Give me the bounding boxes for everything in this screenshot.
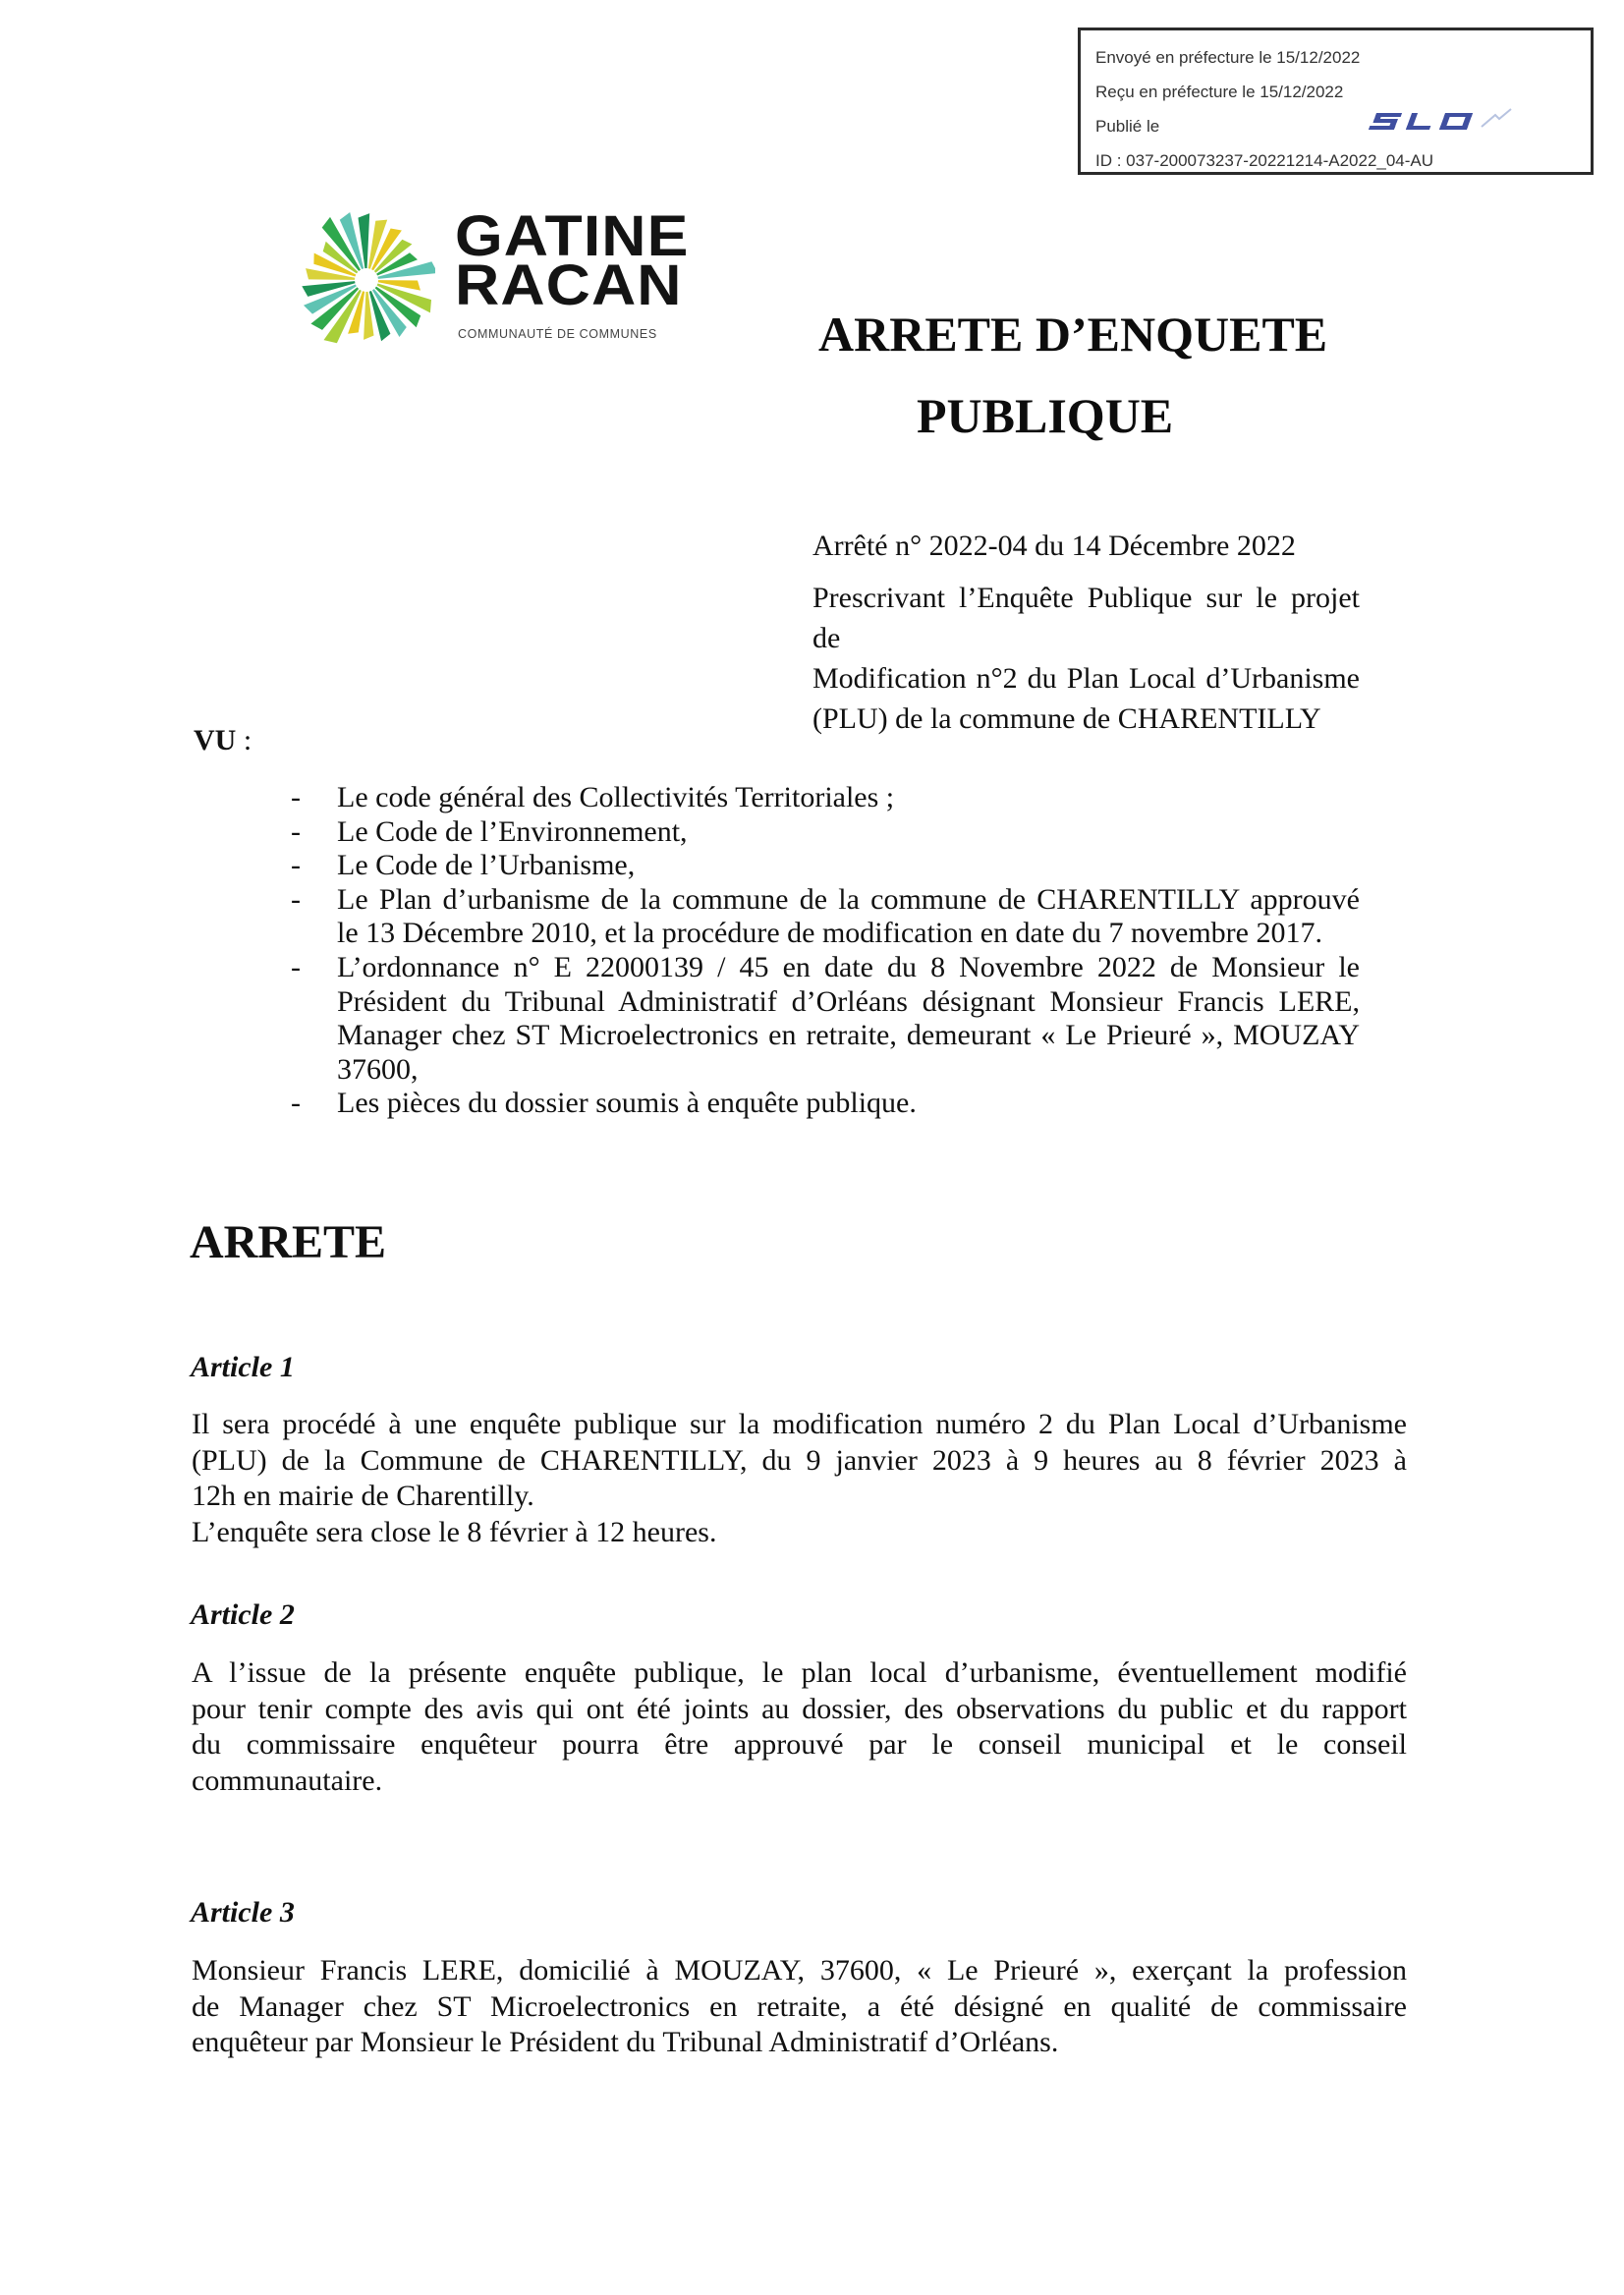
logo-text-gatine: GATINE	[455, 204, 690, 268]
article-line: enquêteur par Monsieur le Président du Tribunal Administratif d’Orléans.	[192, 2026, 1059, 2058]
article-1-heading: Article 1	[191, 1351, 295, 1383]
vu-item-line: Les pièces du dossier soumis à enquête publique.	[337, 1087, 917, 1120]
stamp-id: ID : 037-200073237-20221214-A2022_04-AU	[1095, 151, 1434, 170]
vu-item-line: Manager chez ST Microelectronics en retraite, demeurant « Le Prieuré », MOUZAY	[337, 1019, 1360, 1052]
article-line: (PLU) de la Commune de CHARENTILLY, du 9 janvier 2023 à 9 heures au 8 février 2023 à	[192, 1443, 1407, 1477]
document-title-line1: ARRETE D’ENQUETE	[818, 307, 1328, 362]
vu-item-line: Le Code de l’Environnement,	[337, 814, 688, 848]
vu-list-item	[291, 849, 1360, 883]
vu-list-item	[291, 781, 1360, 815]
vu-item-line: Le Code de l’Urbanisme,	[337, 849, 636, 882]
article-3-heading: Article 3	[191, 1896, 295, 1929]
article-line: du commissaire enquêteur pourra être approuvé par le conseil municipal et le conseil	[192, 1728, 1407, 1761]
article-1-body	[192, 1407, 1407, 1550]
vu-list-item	[291, 951, 1360, 1087]
decree-number: Arrêté n° 2022-04 du 14 Décembre 2022	[812, 530, 1296, 562]
decree-purpose	[812, 578, 1360, 739]
stamp-published: Publié le	[1095, 117, 1160, 136]
logo-text-racan: RACAN	[455, 253, 683, 317]
article-2-body	[192, 1655, 1407, 1799]
slo-logo-icon	[1366, 105, 1513, 135]
document-title-line2: PUBLIQUE	[917, 388, 1174, 443]
gatine-racan-logo-icon	[288, 201, 435, 354]
article-3-body	[192, 1953, 1407, 2061]
decree-info	[812, 526, 1360, 739]
vu-label	[194, 724, 252, 757]
article-line: A l’issue de la présente enquête publique, le plan local d’urbanisme, éventuellement modifié	[192, 1656, 1407, 1689]
list-dash: -	[291, 814, 301, 848]
vu-list-item	[291, 815, 1360, 850]
article-line: communautaire.	[192, 1763, 383, 1797]
vu-colon: :	[236, 724, 252, 756]
list-dash: -	[291, 849, 301, 882]
article-line: pour tenir compte des avis qui ont été joints au dossier, des observations du public et du rapport	[192, 1692, 1407, 1725]
article-line: Il sera procédé à une enquête publique sur la modification numéro 2 du Plan Local d’Urbanisme	[192, 1408, 1407, 1440]
article-line: de Manager chez ST Microelectronics en retraite, a été désigné en qualité de commissaire	[192, 1989, 1407, 2023]
vu-list-item	[291, 1087, 1360, 1121]
vu-item-line: Président du Tribunal Administratif d’Orléans désignant Monsieur Francis LERE,	[337, 984, 1360, 1018]
article-2-heading: Article 2	[191, 1598, 295, 1631]
logo-subtitle: COMMUNAUTÉ DE COMMUNES	[458, 327, 657, 341]
arrete-heading: ARRETE	[190, 1216, 387, 1268]
vu-list-item	[291, 883, 1360, 951]
list-dash: -	[291, 882, 301, 916]
prefecture-stamp	[1078, 28, 1594, 175]
article-line: L’enquête sera close le 8 février à 12 heures.	[192, 1515, 717, 1548]
stamp-sent: Envoyé en préfecture le 15/12/2022	[1095, 48, 1361, 67]
decree-purpose-line: Prescrivant l’Enquête Publique sur le projet de	[812, 582, 1360, 654]
decree-purpose-line: Modification n°2 du Plan Local d’Urbanisme	[812, 662, 1360, 695]
article-line: 12h en mairie de Charentilly.	[192, 1480, 534, 1512]
vu-item-line: le 13 Décembre 2010, et la procédure de modification en date du 7 novembre 2017.	[337, 917, 1322, 950]
vu-item-line: Le code général des Collectivités Territoriales ;	[337, 781, 895, 813]
vu-label-text: VU	[194, 724, 237, 756]
vu-item-line: Le Plan d’urbanisme de la commune de la commune de CHARENTILLY approuvé	[337, 882, 1360, 916]
vu-list	[291, 781, 1360, 1121]
list-dash: -	[291, 781, 301, 813]
list-dash: -	[291, 950, 301, 983]
list-dash: -	[291, 1087, 301, 1120]
vu-item-line: 37600,	[337, 1052, 419, 1086]
stamp-received: Reçu en préfecture le 15/12/2022	[1095, 83, 1344, 101]
vu-item-line: L’ordonnance n° E 22000139 / 45 en date du 8 Novembre 2022 de Monsieur le	[337, 950, 1360, 983]
decree-purpose-line: (PLU) de la commune de CHARENTILLY	[812, 702, 1321, 735]
article-line: Monsieur Francis LERE, domicilié à MOUZAY, 37600, « Le Prieuré », exerçant la profession	[192, 1954, 1407, 1987]
